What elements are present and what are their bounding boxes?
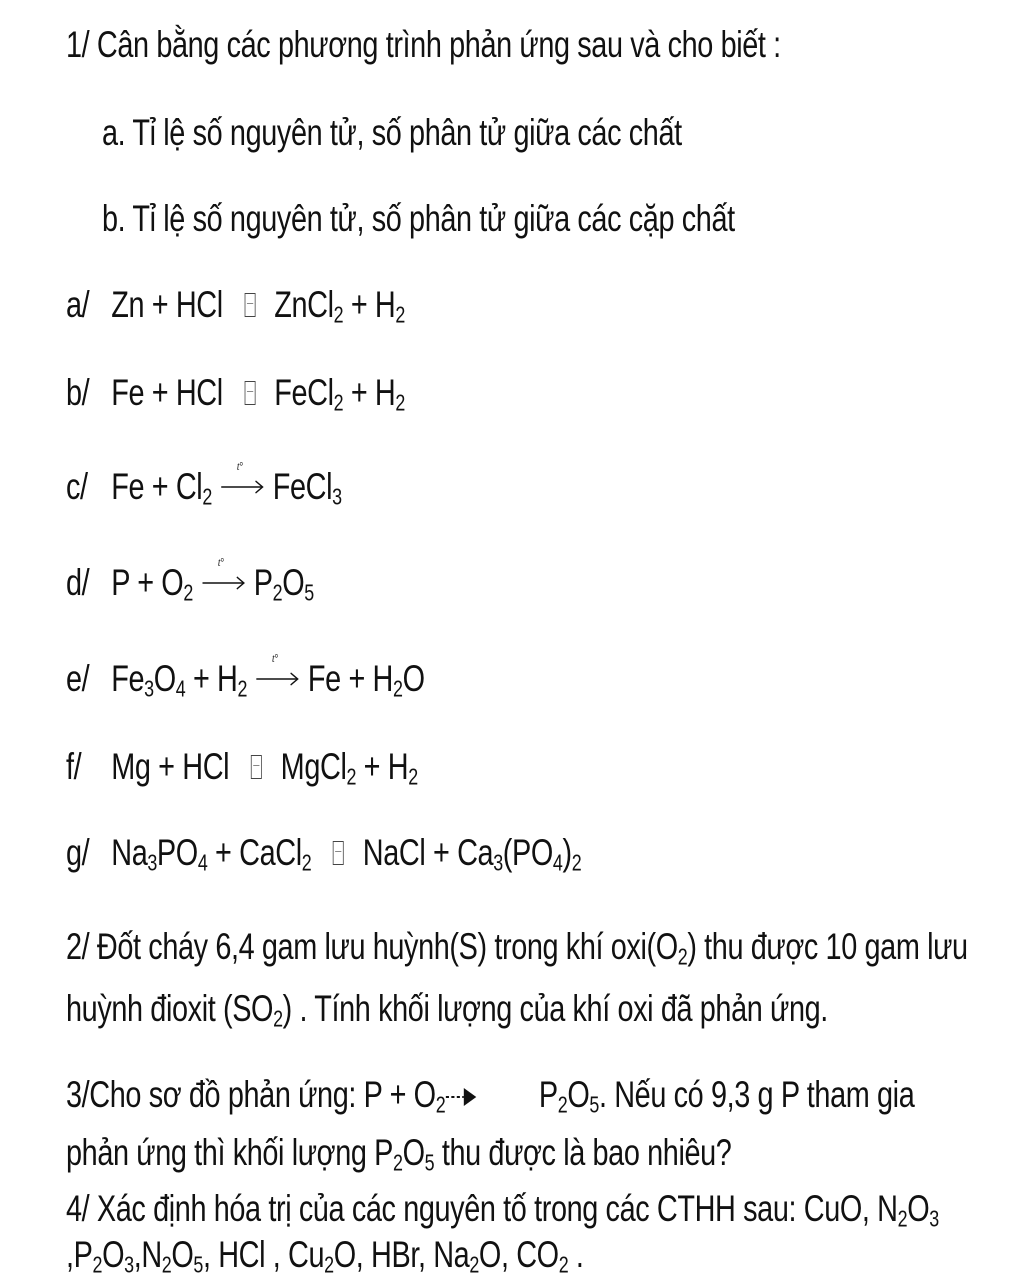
- equation-reactants: Mg + HCl: [111, 746, 230, 787]
- equation-reactants: [111, 658, 247, 703]
- question-4-line-2-text: O: [102, 1234, 125, 1275]
- equation-g: [66, 832, 581, 877]
- question-4-line-2-subscript: 2: [92, 1251, 103, 1278]
- question-4-line-2-text: ,P: [66, 1234, 93, 1275]
- reactant-text: P + O: [111, 562, 184, 603]
- question-3-text-after-text: . Nếu có 9,3 g P tham gia: [598, 1074, 915, 1115]
- equation-label: c/: [66, 466, 88, 507]
- product-text: Fe + H: [307, 658, 394, 699]
- equation-c: [66, 459, 342, 511]
- question-3-line-2-text: phản ứng thì khối lượng P: [66, 1132, 394, 1173]
- equation-products: [281, 746, 418, 791]
- equation-label: a/: [66, 284, 90, 325]
- question-2-line-2-text: huỳnh đioxit (SO: [66, 988, 274, 1029]
- reactant-subscript: 3: [144, 675, 154, 702]
- question-3-text-after-text: P: [538, 1074, 558, 1115]
- product-text: FeCl: [274, 372, 334, 413]
- question-2-line-2-text: ) . Tính khối lượng của khí oxi đã phản ứng.: [282, 988, 828, 1029]
- heat-arrow-icon: [255, 651, 300, 691]
- reactant-subscript: 4: [175, 675, 186, 702]
- product-subscript: 2: [272, 579, 283, 606]
- product-subscript: 2: [408, 763, 418, 790]
- product-text: + H: [343, 372, 396, 413]
- reactant-subscript: 4: [197, 849, 208, 876]
- equation-reactants: [111, 466, 212, 511]
- question-1-part-b: b. Tỉ lệ số nguyên tử, số phân tử giữa các cặp chất: [102, 198, 735, 239]
- equation-label: b/: [66, 372, 90, 413]
- question-3-o2-subscript: 2: [435, 1091, 446, 1118]
- question-4-line-1-subscript: 3: [929, 1205, 939, 1232]
- product-subscript: 3: [493, 849, 503, 876]
- question-4-line-2-subscript: 2: [558, 1251, 569, 1278]
- question-2-line-1-text: 2/ Đốt cháy 6,4 gam lưu huỳnh(S) trong khí oxi(O: [66, 926, 678, 967]
- equation-reactants: Zn + HCl: [111, 284, 223, 325]
- heat-arrow-icon: [201, 555, 246, 595]
- product-text: NaCl + Ca: [362, 832, 494, 873]
- equation-a: [66, 284, 405, 329]
- question-4-line-2-subscript: 2: [469, 1251, 479, 1278]
- equation-f: [66, 746, 418, 791]
- product-subscript: 2: [395, 389, 405, 416]
- product-text: MgCl: [280, 746, 347, 787]
- equation-reactants: [111, 562, 193, 607]
- question-4-line-2-subscript: 3: [124, 1251, 134, 1278]
- equation-b: [66, 372, 405, 417]
- equation-reactants: Fe + HCl: [111, 372, 223, 413]
- question-2-line-2: [66, 988, 828, 1033]
- temperature-label: t°: [236, 459, 243, 473]
- question-4-line-2: [66, 1234, 584, 1279]
- reactant-subscript: 2: [183, 579, 193, 606]
- temperature-label: t°: [217, 555, 224, 569]
- question-4-line-2-text: .: [568, 1234, 584, 1275]
- question-4-line-2-text: , HCl , Cu: [202, 1234, 325, 1275]
- question-3-line-2-subscript: 2: [393, 1149, 403, 1176]
- reactant-text: Fe + Cl: [111, 466, 203, 507]
- missing-arrow-glyph-icon: [245, 293, 256, 317]
- reactant-text: + H: [185, 658, 238, 699]
- question-2-line-2-subscript: 2: [273, 1005, 283, 1032]
- product-text: ZnCl: [274, 284, 334, 325]
- product-subscript: 3: [332, 483, 342, 510]
- reactant-text: + CaCl: [207, 832, 302, 873]
- product-text: O: [282, 562, 305, 603]
- equation-products: [273, 466, 342, 511]
- equation-label: f/: [66, 746, 82, 787]
- product-subscript: 2: [571, 849, 582, 876]
- question-3-line-2: [66, 1132, 731, 1177]
- question-4-line-2-subscript: 5: [193, 1251, 203, 1278]
- question-4-line-1: [66, 1188, 939, 1233]
- question-1-title: 1/ Cân bằng các phương trình phản ứng sau và cho biết :: [66, 24, 781, 65]
- product-text: FeCl: [272, 466, 333, 507]
- product-subscript: 2: [395, 301, 405, 328]
- missing-arrow-glyph-icon: [245, 381, 256, 405]
- product-text: + H: [356, 746, 409, 787]
- product-subscript: 4: [552, 849, 563, 876]
- question-4-line-2-subscript: 2: [324, 1251, 334, 1278]
- equation-products: [363, 832, 581, 877]
- equation-products: [274, 284, 405, 329]
- question-4-line-1-text: O: [907, 1188, 930, 1229]
- question-4-line-2-text: O, CO: [478, 1234, 559, 1275]
- question-2-line-1-text: ) thu được 10 gam lưu: [687, 926, 968, 967]
- question-2-line-1-subscript: 2: [677, 943, 688, 970]
- question-4-line-1-text: 4/ Xác định hóa trị của các nguyên tố trong các CTHH sau: CuO, N: [66, 1188, 898, 1229]
- product-text: P: [253, 562, 273, 603]
- equation-products: [274, 372, 405, 417]
- question-3-text-before: 3/Cho sơ đồ phản ứng: P + O: [66, 1074, 436, 1115]
- reactant-subscript: 2: [237, 675, 248, 702]
- question-4-line-2-text: O: [171, 1234, 194, 1275]
- reactant-text: Na: [111, 832, 148, 873]
- temperature-label: t°: [272, 651, 278, 665]
- equation-label: g/: [66, 832, 90, 873]
- question-4-line-1-subscript: 2: [897, 1205, 908, 1232]
- equation-products: [308, 658, 425, 703]
- dashed-arrow-icon: [445, 1085, 478, 1109]
- question-3-line-2-text: thu được là bao nhiêu?: [434, 1132, 732, 1173]
- heat-arrow-icon: [220, 459, 265, 499]
- product-subscript: 5: [304, 579, 314, 606]
- reactant-text: O: [153, 658, 176, 699]
- reactant-subscript: 3: [147, 849, 157, 876]
- question-1-part-a: a. Tỉ lệ số nguyên tử, số phân tử giữa các chất: [102, 112, 682, 153]
- question-4-line-2-text: O, HBr, Na: [333, 1234, 470, 1275]
- missing-arrow-glyph-icon: [333, 841, 344, 865]
- equation-e: [66, 651, 425, 703]
- equation-label: d/: [66, 562, 90, 603]
- product-subscript: 2: [346, 763, 357, 790]
- question-3-line-2-subscript: 5: [424, 1149, 435, 1176]
- question-4-line-2-text: ,N: [133, 1234, 162, 1275]
- question-3-line-1: [66, 1074, 914, 1119]
- product-subscript: 2: [333, 389, 344, 416]
- reactant-text: Fe: [111, 658, 145, 699]
- question-3-line-2-text: O: [402, 1132, 425, 1173]
- product-subscript: 2: [333, 301, 344, 328]
- product-text: ): [562, 832, 572, 873]
- question-4-line-2-subscript: 2: [161, 1251, 172, 1278]
- reactant-subscript: 2: [202, 483, 212, 510]
- reactant-subscript: 2: [301, 849, 312, 876]
- product-subscript: 2: [393, 675, 403, 702]
- equation-products: [254, 562, 314, 607]
- question-3-text-after: [538, 1074, 915, 1118]
- product-text: O: [402, 658, 425, 699]
- equation-d: [66, 555, 314, 607]
- product-text: (PO: [502, 832, 553, 873]
- equation-reactants: [111, 832, 311, 877]
- missing-arrow-glyph-icon: [251, 755, 262, 779]
- question-3-text-after-subscript: 2: [557, 1091, 568, 1118]
- question-2-line-1: [66, 926, 968, 971]
- product-text: + H: [343, 284, 396, 325]
- question-3-text-after-text: O: [567, 1074, 590, 1115]
- equation-label: e/: [66, 658, 90, 699]
- reactant-text: PO: [156, 832, 198, 873]
- question-3-text-after-subscript: 5: [589, 1091, 599, 1118]
